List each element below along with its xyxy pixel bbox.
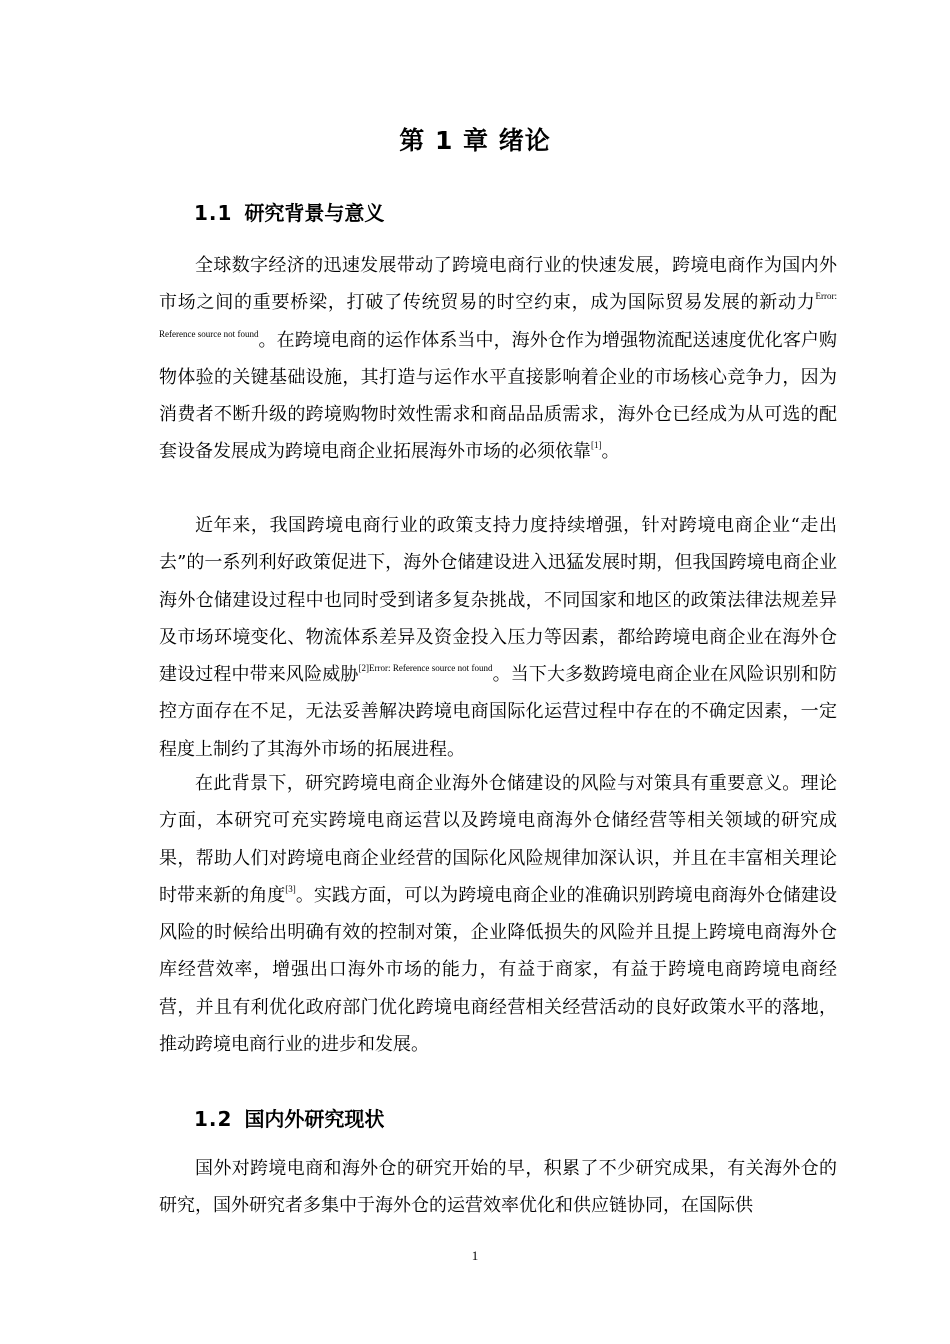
paragraph-text: 。 — [601, 441, 620, 463]
page-number: 1 — [471, 1248, 479, 1263]
section-heading-1-2 — [194, 1104, 384, 1134]
paragraph-text: 。在跨境电商的运作体系当中，海外仓作为增强物流配送速度优化客户购物体验的关键基础设施，其打造与运作水平直接影响着企业的市场核心竞争力，因为消费者不断升级的跨境购物时效性需求和商品品质需求，海外仓已经成为从可选的配套设备发展成为跨境电商企业拓展海外市场的必须依靠 — [159, 329, 837, 463]
paragraph-text: 全球数字经济的迅速发展带动了跨境电商行业的快速发展，跨境电商作为国内外市场之间的重要桥梁，打破了传统贸易的时空约束，成为国际贸易发展的新动力 — [159, 255, 837, 314]
section-number: 1.2 — [194, 1107, 233, 1131]
paragraph — [159, 765, 837, 1063]
section-number: 1.1 — [194, 201, 233, 225]
section-title: 研究背景与意义 — [244, 201, 385, 225]
citation-error-note: Error: Reference source not found — [159, 291, 837, 339]
paragraph-text: 近年来，我国跨境电商行业的政策支持力度持续增强，针对跨境电商企业“走出去”的一系列利好政策促进下，海外仓储建设进入迅猛发展时期，但我国跨境电商企业海外仓储建设过程中也同时受到诸多复杂挑战，不同国家和地区的政策法律法规差异及市场环境变化、物流体系差异及资金投入压力等因素，都给跨境电商企业在海外仓建设过程中带来风险威胁 — [159, 515, 837, 686]
paragraph — [159, 247, 837, 471]
citation-ref: [2]Error: Reference source not found — [358, 663, 493, 674]
citation-ref: [1] — [591, 440, 602, 451]
section-title: 国内外研究现状 — [244, 1107, 385, 1131]
citation-ref: [3] — [285, 883, 296, 894]
paragraph-text: 在此背景下，研究跨境电商企业海外仓储建设的风险与对策具有重要意义。理论方面，本研究可充实跨境电商运营以及跨境电商海外仓储经营等相关领域的研究成果，帮助人们对跨境电商企业经营的国际化风险规律加深认识，并且在丰富相关理论时带来新的角度 — [159, 773, 837, 906]
section-heading-1-1 — [194, 198, 384, 228]
paragraph-text: 。当下大多数跨境电商企业在风险识别和防控方面存在不足，无法妥善解决跨境电商国际化运营过程中存在的不确定因素，一定程度上制约了其海外市场的拓展进程。 — [159, 664, 838, 760]
paragraph-text: 。实践方面，可以为跨境电商企业的准确识别跨境电商海外仓储建设风险的时候给出明确有效的控制对策，企业降低损失的风险并且提上跨境电商海外仓库经营效率，增强出口海外市场的能力，有益于商家，有益于跨境电商跨境电商经营，并且有利优化政府部门优化跨境电商经营相关经营活动的良好政策水平的落地，推动跨境电商行业的进步和发展。 — [159, 884, 838, 1056]
chapter-title: 第 1 章 绪论 — [399, 126, 551, 155]
paragraph — [159, 507, 837, 768]
paragraph: 国外对跨境电商和海外仓的研究开始的早，积累了不少研究成果，有关海外仓的研究，国外研究者多集中于海外仓的运营效率优化和供应链协同，在国际供 — [159, 1158, 837, 1217]
